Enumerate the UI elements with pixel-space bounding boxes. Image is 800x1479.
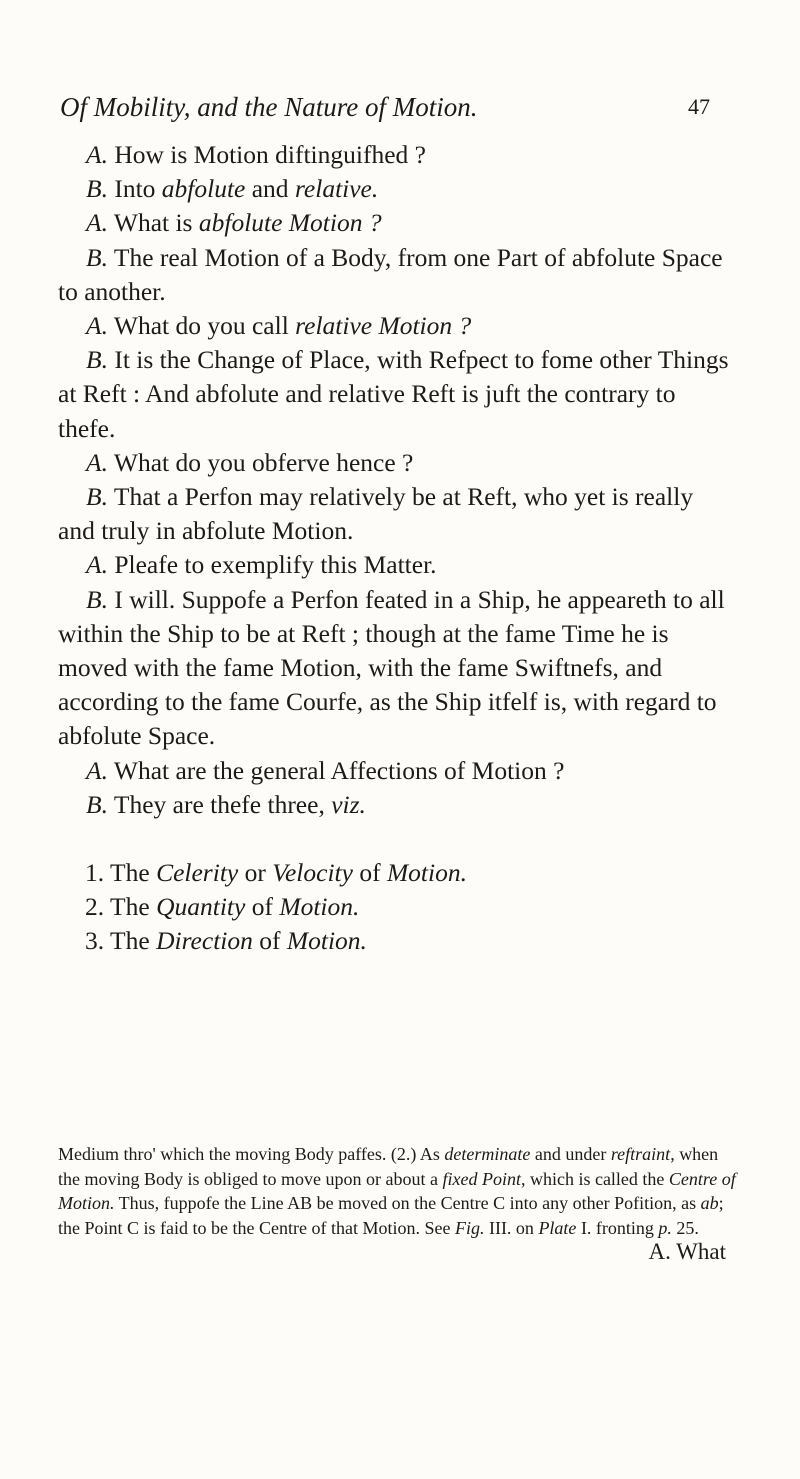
- speaker-label: A.: [86, 140, 108, 169]
- text-run: Pleafe to exemplify this Matter.: [114, 550, 437, 580]
- dialogue-line: [58, 309, 730, 343]
- italic-text: abfolute Motion ?: [198, 208, 382, 238]
- text-run: The real Motion of a Body, from one Part of abfolute Space to another.: [58, 242, 723, 306]
- footnote: [58, 1142, 738, 1265]
- italic-text: relative.: [294, 174, 379, 204]
- text-run: of: [352, 858, 387, 888]
- speaker-label: A.: [86, 550, 108, 580]
- italic-text: ab: [700, 1193, 719, 1213]
- running-title: Of Mobility, and the Nature of Motion.: [60, 92, 478, 122]
- italic-text: Velocity: [272, 858, 353, 888]
- text-run: The: [110, 926, 157, 956]
- text-run: What do you call: [113, 311, 296, 341]
- speaker-label: B.: [86, 482, 108, 512]
- dialogue-line: [58, 480, 730, 548]
- italic-text: Centre of Motion.: [58, 1168, 736, 1213]
- footnote-text: [58, 1142, 738, 1240]
- italic-text: relative Motion ?: [295, 311, 472, 341]
- italic-text: Motion.: [279, 892, 360, 922]
- italic-text: Direction: [156, 926, 253, 956]
- dialogue-line: [58, 548, 730, 582]
- page-number: 47: [688, 94, 710, 119]
- text-run: It is the Change of Place, with Refpect to fome other Things at Reft : And abfolute and relative Reft is juft the contrary to thefe.: [58, 345, 729, 443]
- running-header: [60, 92, 710, 123]
- text-run: , which is called the: [520, 1168, 669, 1189]
- list-item: [85, 856, 730, 890]
- dialogue-line: [58, 343, 730, 446]
- dialogue-line: [58, 241, 730, 309]
- text-run: How is Motion diftinguifhed ?: [114, 140, 426, 169]
- text-run: What do you obferve hence ?: [113, 447, 414, 477]
- text-run: That a Perfon may relatively be at Reft, who yet is really and truly in abfolute Motion.: [58, 482, 694, 546]
- italic-text: reftraint: [610, 1144, 671, 1164]
- list-item: [85, 924, 730, 958]
- text-run: , when the moving Body is obliged to move upon or about a: [58, 1144, 719, 1189]
- text-run: and: [245, 174, 295, 204]
- speaker-label: B.: [86, 242, 108, 272]
- text-run: 25.: [671, 1217, 699, 1238]
- text-run: 3.: [85, 926, 111, 956]
- italic-text: Motion.: [386, 858, 467, 888]
- text-run: or: [238, 858, 273, 888]
- text-run: Into: [114, 174, 162, 204]
- italic-text: Plate: [538, 1217, 577, 1238]
- text-run: I. fronting: [576, 1217, 659, 1238]
- text-run: 1.: [85, 858, 111, 888]
- text-run: of: [245, 892, 280, 922]
- text-run: ; the Point C is faid to be the Centre of that Motion. See: [58, 1193, 724, 1238]
- italic-text: Quantity: [156, 892, 246, 922]
- text-run: The: [110, 858, 157, 888]
- italic-text: Celerity: [156, 858, 239, 888]
- text-run: and under: [530, 1144, 611, 1164]
- dialogue-paragraphs: [58, 138, 730, 822]
- text-run: Medium thro' which the moving Body paffes. (2.) As: [58, 1144, 445, 1164]
- italic-text: Motion.: [286, 926, 367, 956]
- dialogue-line: [58, 206, 730, 240]
- dialogue-line: [58, 138, 730, 172]
- text-run: III. on: [484, 1217, 539, 1238]
- speaker-label: B.: [86, 345, 108, 375]
- text-run: The: [110, 892, 157, 922]
- text-run: What is: [113, 208, 199, 238]
- italic-text: determinate: [444, 1144, 531, 1164]
- speaker-label: A.: [86, 208, 108, 238]
- speaker-label: B.: [86, 584, 108, 614]
- dialogue-line: [58, 754, 730, 788]
- speaker-label: B.: [86, 789, 108, 819]
- italic-text: abfolute: [161, 174, 246, 204]
- italic-text: Fig.: [454, 1217, 485, 1238]
- speaker-label: A.: [86, 447, 108, 477]
- text-run: They are thefe three,: [113, 789, 332, 819]
- italic-text: viz.: [331, 789, 366, 819]
- speaker-label: A.: [86, 755, 108, 785]
- list-spacer: [58, 822, 730, 856]
- affections-list: [58, 856, 730, 959]
- text-run: I will. Suppofe a Perfon feated in a Ship, he appeareth to all within the Ship to be at Reft ; though at the fame Time he is moved with the fame Motion, with the fame Swiftnefs, and according to the fame Courfe, as the Ship itfelf is, with regard to abfolute Space.: [58, 584, 725, 751]
- speaker-label: A.: [86, 311, 108, 341]
- dialogue-line: [58, 446, 730, 480]
- dialogue-line: [58, 583, 730, 754]
- text-run: 2.: [85, 892, 111, 922]
- speaker-label: B.: [86, 174, 108, 204]
- italic-text: p.: [658, 1217, 672, 1238]
- list-item: [85, 890, 730, 924]
- italic-text: fixed Point: [442, 1168, 521, 1189]
- catchword: A. What: [648, 1239, 726, 1264]
- dialogue-text: [58, 138, 730, 959]
- text-run: What are the general Affections of Motion ?: [113, 755, 565, 785]
- dialogue-line: [58, 172, 730, 206]
- dialogue-line: [58, 788, 730, 822]
- text-run: of: [252, 926, 287, 956]
- text-run: Thus, fuppofe the Line AB be moved on the Centre C into any other Pofition, as: [114, 1193, 701, 1213]
